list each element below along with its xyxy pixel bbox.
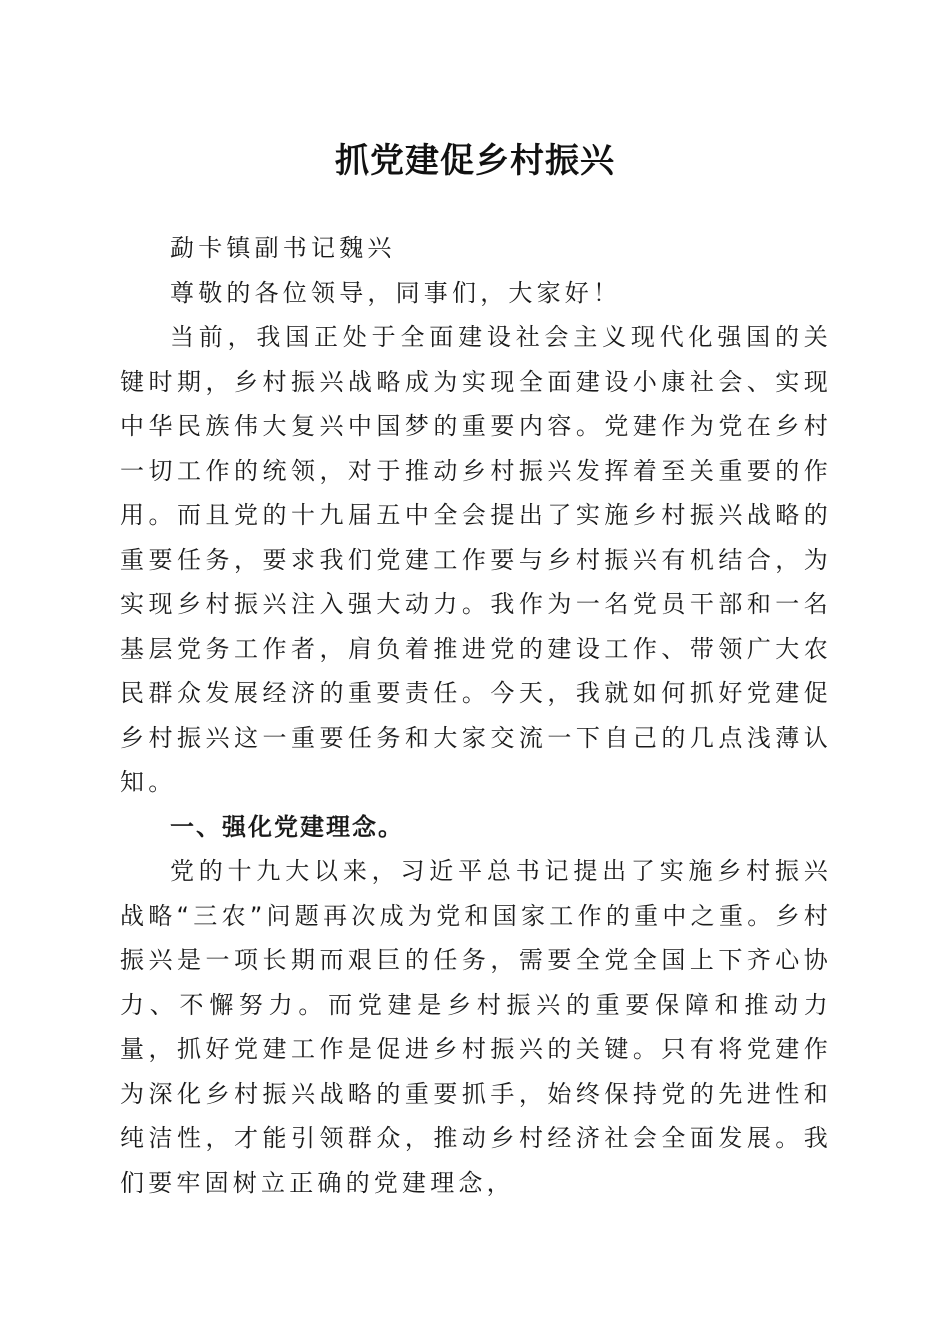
section-heading: 一、强化党建理念。: [170, 812, 404, 841]
document-body: [120, 226, 832, 1205]
author-line: 勐卡镇副书记魏兴: [170, 234, 396, 262]
greeting: 尊敬的各位领导，同事们，大家好！: [170, 278, 622, 307]
section-paragraph: 党的十九大以来，习近平总书记提出了实施乡村振兴战略“三农”问题再次成为党和国家工作的重中之重。乡村振兴是一项长期而艰巨的任务，需要全党全国上下齐心协力、不懈努力。而党建是乡村振兴的重要保障和推动力量，抓好党建工作是促进乡村振兴的关键。只有将党建作为深化乡村振兴战略的重要抓手，始终保持党的先进性和纯洁性，才能引领群众，推动乡村经济社会全面发展。我们要牢固树立正确的党建理念，: [120, 857, 832, 1197]
intro-paragraph: 当前，我国正处于全面建设社会主义现代化强国的关键时期，乡村振兴战略成为实现全面建设小康社会、实现中华民族伟大复兴中国梦的重要内容。党建作为党在乡村一切工作的统领，对于推动乡村振兴发挥着至关重要的作用。而且党的十九届五中全会提出了实施乡村振兴战略的重要任务，要求我们党建工作要与乡村振兴有机结合，为实现乡村振兴注入强大动力。我作为一名党员干部和一名基层党务工作者，肩负着推进党的建设工作、带领广大农民群众发展经济的重要责任。今天，我就如何抓好党建促乡村振兴这一重要任务和大家交流一下自己的几点浅薄认知。: [120, 323, 832, 796]
document-title: 抓党建促乡村振兴: [335, 141, 615, 181]
